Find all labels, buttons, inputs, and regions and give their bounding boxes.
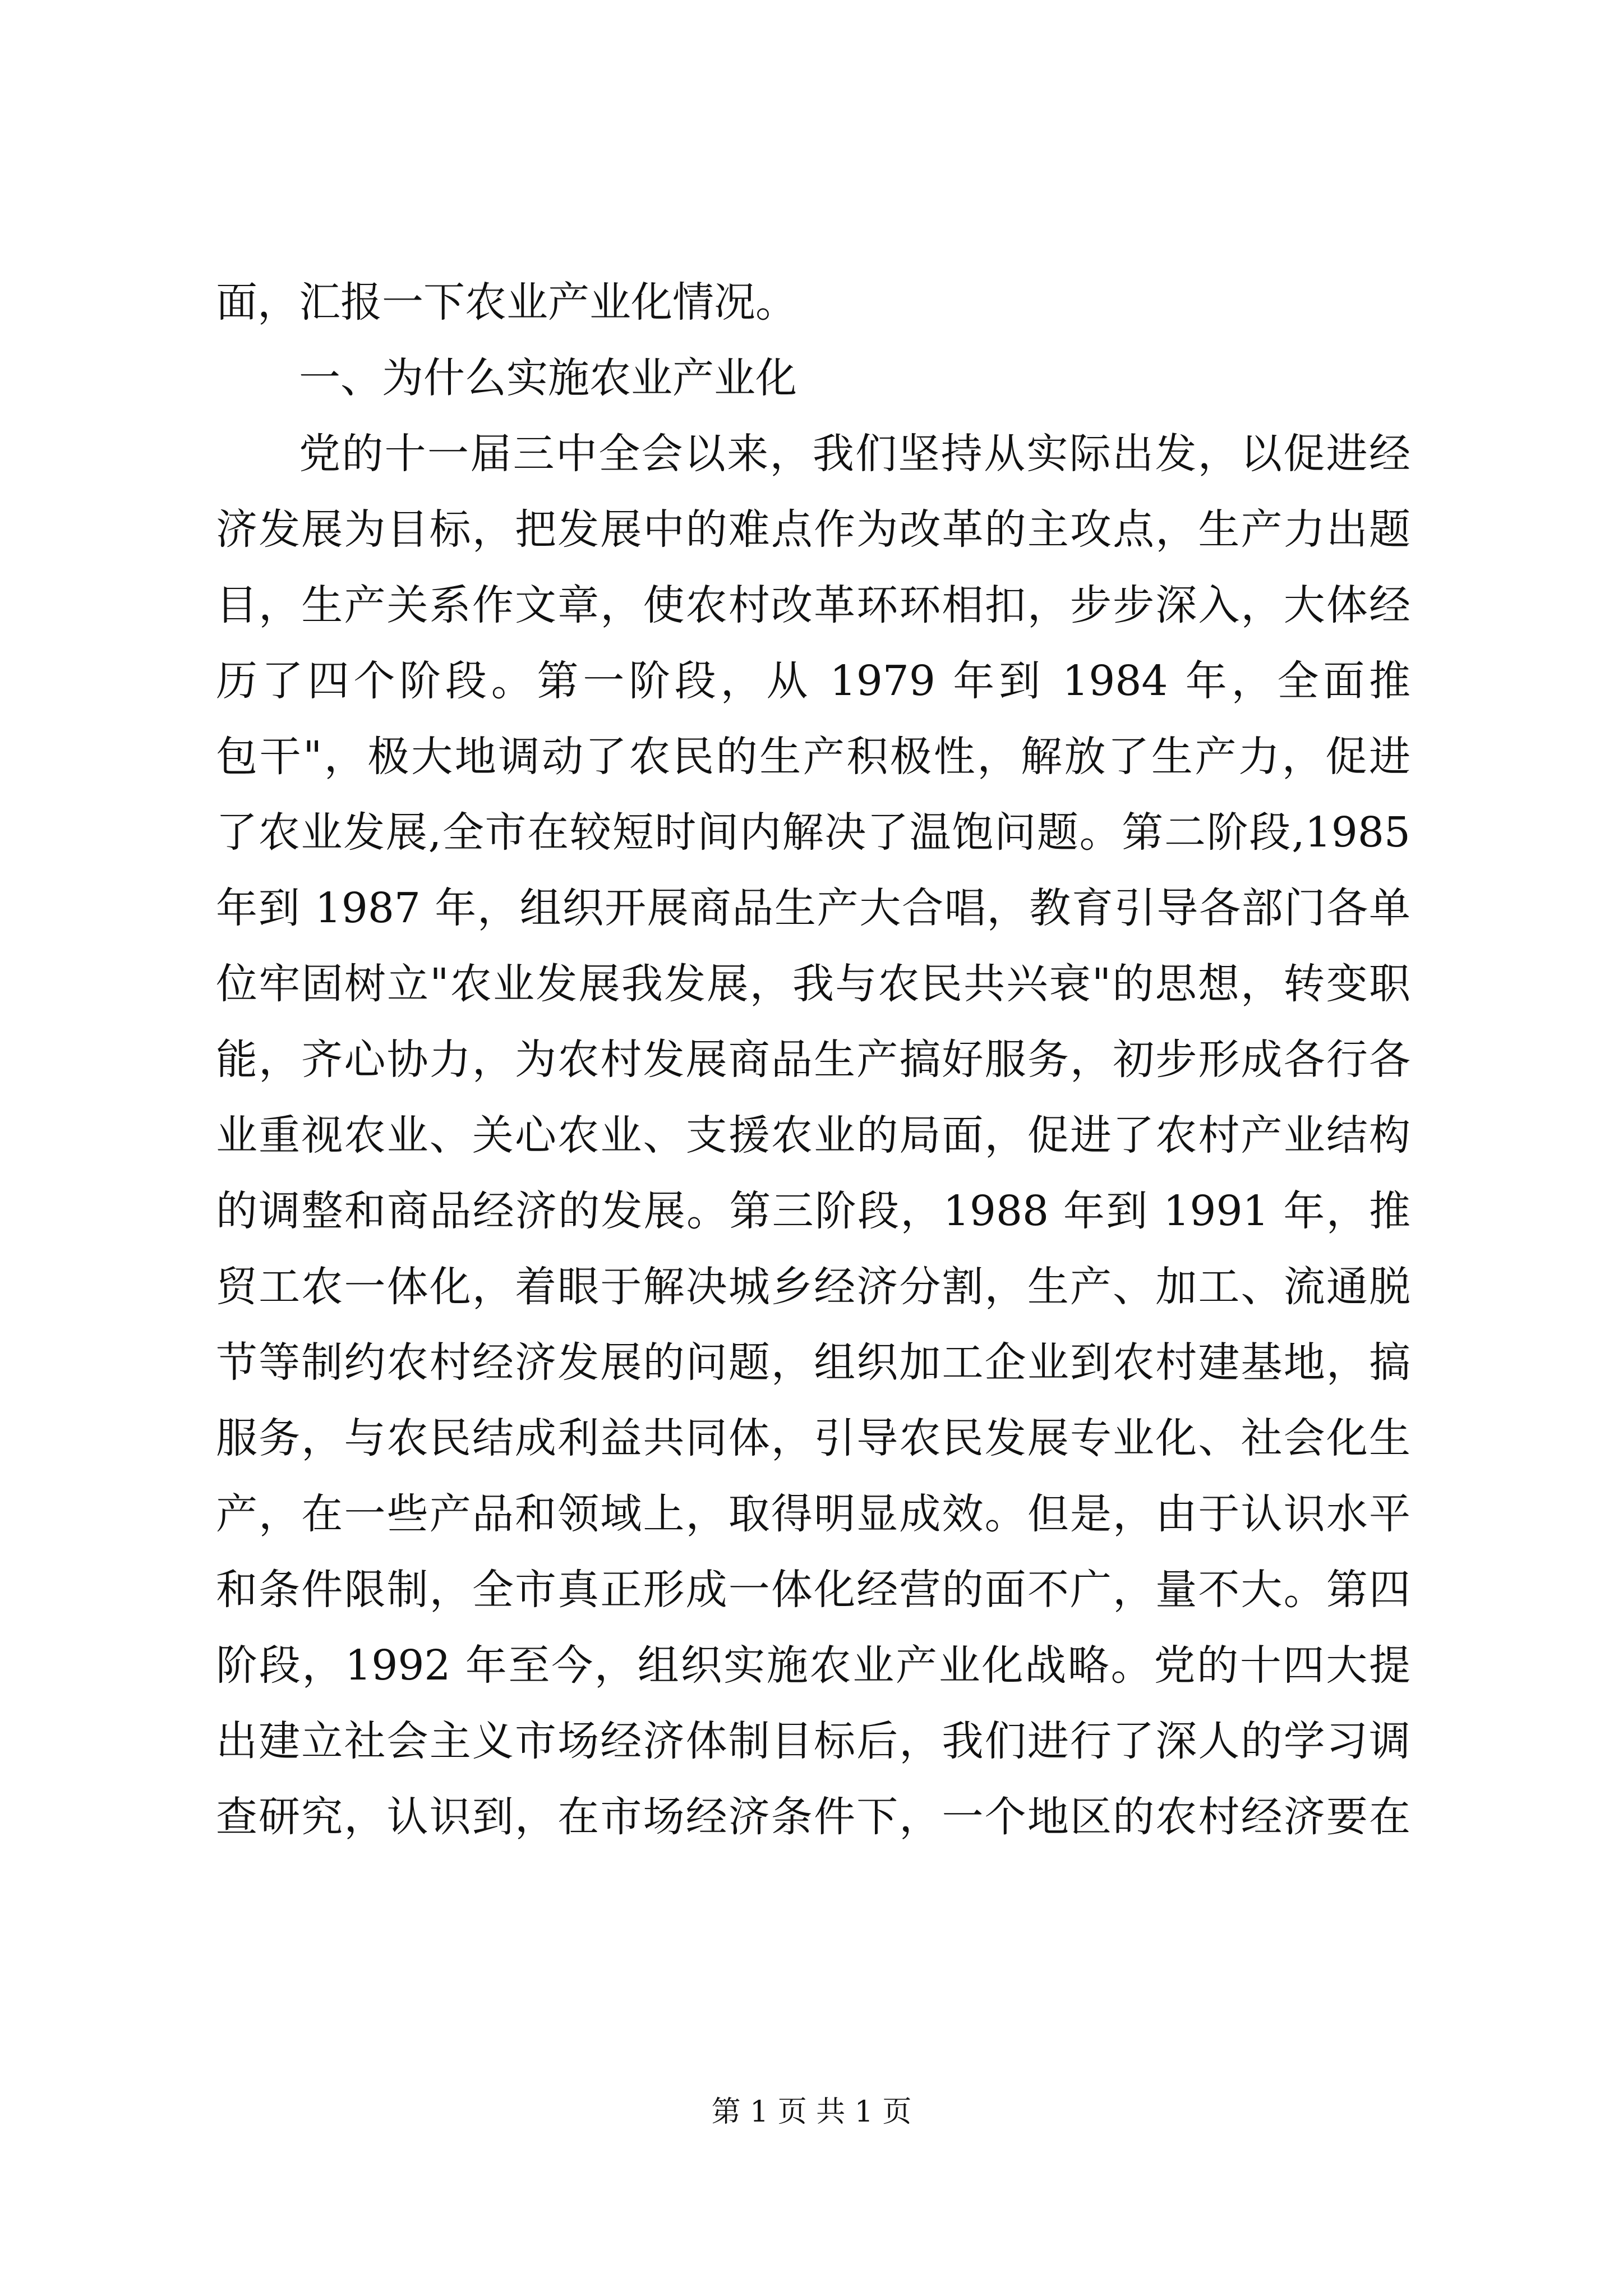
document-body (216, 265, 1410, 1855)
text-line: 查研究，认识到，在市场经济条件下，一个地区的农村经济要在 (216, 1793, 1410, 1841)
text-line: 产，在一些产品和领域上，取得明显成效。但是，由于认识水平 (216, 1490, 1410, 1538)
text-line: 贸工农一体化，着眼于解决城乡经济分割，生产、加工、流通脱 (216, 1263, 1410, 1311)
text-line: 服务，与农民结成利益共同体，引导农民发展专业化、社会化生 (216, 1414, 1410, 1462)
text-line: 能，齐心协力，为农村发展商品生产搞好服务，初步形成各行各 (216, 1036, 1410, 1084)
text-line: 济发展为目标，把发展中的难点作为改革的主攻点，生产力出题 (216, 505, 1410, 554)
text-line: 节等制约农村经济发展的问题，组织加工企业到农村建基地，搞 (216, 1338, 1410, 1387)
text-line: 阶段，1992 年至今，组织实施农业产业化战略。党的十四大提 (216, 1641, 1410, 1690)
section-heading: 一、为什么实施农业产业化 (299, 354, 797, 402)
text-line: 面，汇报一下农业产业化情况。 (216, 278, 797, 326)
text-line: 包干"，极大地调动了农民的生产积极性，解放了生产力，促进 (216, 733, 1410, 781)
text-line: 的调整和商品经济的发展。第三阶段，1988 年到 1991 年，推 (216, 1187, 1410, 1235)
text-line: 党的十一届三中全会以来，我们坚持从实际出发，以促进经 (299, 430, 1410, 478)
page-footer: 第 1 页 共 1 页 (711, 2095, 912, 2129)
text-line: 了农业发展,全市在较短时间内解决了温饱问题。第二阶段,1985 (216, 808, 1410, 857)
text-line: 出建立社会主义市场经济体制目标后，我们进行了深人的学习调 (216, 1717, 1410, 1765)
text-line: 历了四个阶段。第一阶段，从 1979 年到 1984 年，全面推 (216, 657, 1410, 705)
text-line: 业重视农业、关心农业、支援农业的局面，促进了农村产业结构 (216, 1111, 1410, 1159)
text-line: 位牢固树立"农业发展我发展，我与农民共兴衰"的思想，转变职 (216, 960, 1410, 1008)
text-line: 和条件限制，全市真正形成一体化经营的面不广，量不大。第四 (216, 1566, 1410, 1614)
text-line: 目，生产关系作文章，使农村改革环环相扣，步步深入，大体经 (216, 581, 1410, 629)
text-line: 年到 1987 年，组织开展商品生产大合唱，教育引导各部门各单 (216, 884, 1410, 932)
